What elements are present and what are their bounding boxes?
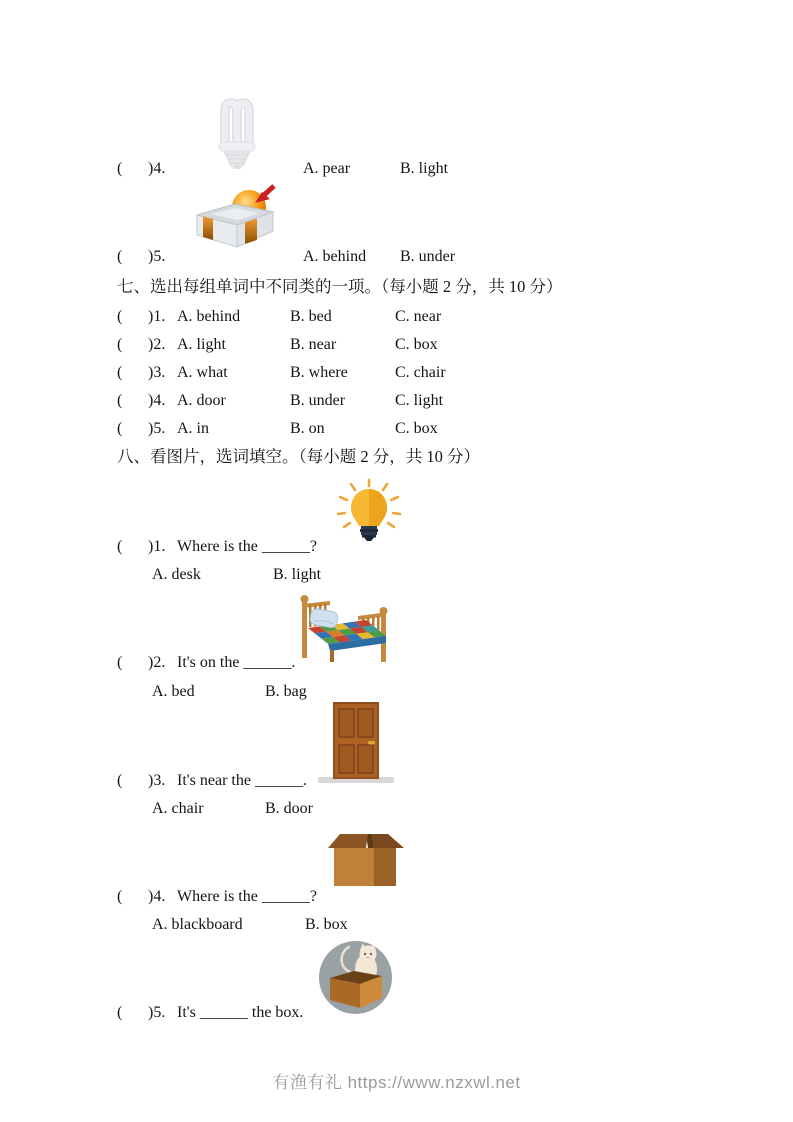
option-b: B. box — [305, 916, 348, 933]
option-a: A. behind — [177, 308, 241, 325]
question-number: )5. — [148, 248, 166, 265]
option-b: B. bed — [290, 308, 332, 325]
option-b: B. under — [290, 392, 346, 409]
answer-paren: ( — [117, 654, 123, 671]
option-a: A. blackboard — [152, 916, 243, 933]
answer-paren: ( — [117, 420, 123, 437]
question-text: It's ______ the box. — [177, 1004, 304, 1021]
question-text: It's on the ______. — [177, 654, 296, 671]
option-c: C. box — [395, 336, 438, 353]
question-number: )4. — [148, 888, 166, 905]
question-text: It's near the ______. — [177, 772, 307, 789]
fill-options-4 — [0, 914, 793, 936]
option-a: A. in — [177, 420, 209, 437]
option-b: B. under — [400, 248, 456, 265]
odd-one-out-row-5 — [0, 418, 793, 440]
question-number: )2. — [148, 654, 166, 671]
answer-paren: ( — [117, 308, 123, 325]
fill-question-3 — [0, 770, 793, 792]
question-number: )3. — [148, 772, 166, 789]
answer-paren: ( — [117, 538, 123, 555]
question-row-4 — [0, 158, 793, 180]
option-c: C. near — [395, 308, 442, 325]
option-b: B. light — [400, 160, 449, 177]
option-b: B. on — [290, 420, 325, 437]
question-number: )4. — [148, 160, 166, 177]
question-number: )1. — [148, 538, 166, 555]
option-a: A. what — [177, 364, 228, 381]
odd-one-out-row-2 — [0, 334, 793, 356]
option-c: C. light — [395, 392, 444, 409]
answer-paren: ( — [117, 888, 123, 905]
odd-one-out-row-4 — [0, 390, 793, 412]
option-b: B. near — [290, 336, 337, 353]
option-a: A. door — [177, 392, 226, 409]
part-seven-title: 七、选出每组单词中不同类的一项。（每小题 2 分，共 10 分） — [117, 277, 563, 296]
fill-question-1 — [0, 536, 793, 558]
odd-one-out-row-3 — [0, 362, 793, 384]
cardboard-box-image — [328, 831, 404, 893]
ball-behind-box-image — [189, 183, 279, 254]
answer-paren: ( — [117, 1004, 123, 1021]
question-number: )5. — [148, 420, 166, 437]
option-a: A. desk — [152, 566, 201, 583]
fill-options-1 — [0, 564, 793, 586]
option-a: A. bed — [152, 683, 195, 700]
question-text: Where is the ______? — [177, 538, 317, 555]
question-number: )3. — [148, 364, 166, 381]
question-number: )4. — [148, 392, 166, 409]
option-a: A. chair — [152, 800, 204, 817]
question-row-5 — [0, 246, 793, 268]
answer-paren: ( — [117, 364, 123, 381]
footer-watermark: 有渔有礼 https://www.nzxwl.net — [272, 1073, 521, 1092]
option-b: B. door — [265, 800, 313, 817]
option-b: B. where — [290, 364, 348, 381]
fill-question-2 — [0, 652, 793, 674]
part-eight-title: 八、看图片，选词填空。（每小题 2 分，共 10 分） — [117, 447, 480, 466]
option-b: B. bag — [265, 683, 307, 700]
question-number: )1. — [148, 308, 166, 325]
option-a: A. light — [177, 336, 226, 353]
fill-options-3 — [0, 798, 793, 820]
option-c: C. box — [395, 420, 438, 437]
answer-paren: ( — [117, 160, 123, 177]
answer-paren: ( — [117, 248, 123, 265]
option-c: C. chair — [395, 364, 446, 381]
odd-one-out-row-1 — [0, 306, 793, 328]
option-b: B. light — [273, 566, 322, 583]
answer-paren: ( — [117, 392, 123, 409]
fill-question-5 — [0, 1002, 793, 1024]
answer-paren: ( — [117, 772, 123, 789]
option-a: A. pear — [303, 160, 351, 177]
fill-options-2 — [0, 681, 793, 703]
answer-paren: ( — [117, 336, 123, 353]
question-text: Where is the ______? — [177, 888, 317, 905]
option-a: A. behind — [303, 248, 367, 265]
question-number: )5. — [148, 1004, 166, 1021]
fill-question-4 — [0, 886, 793, 908]
question-number: )2. — [148, 336, 166, 353]
